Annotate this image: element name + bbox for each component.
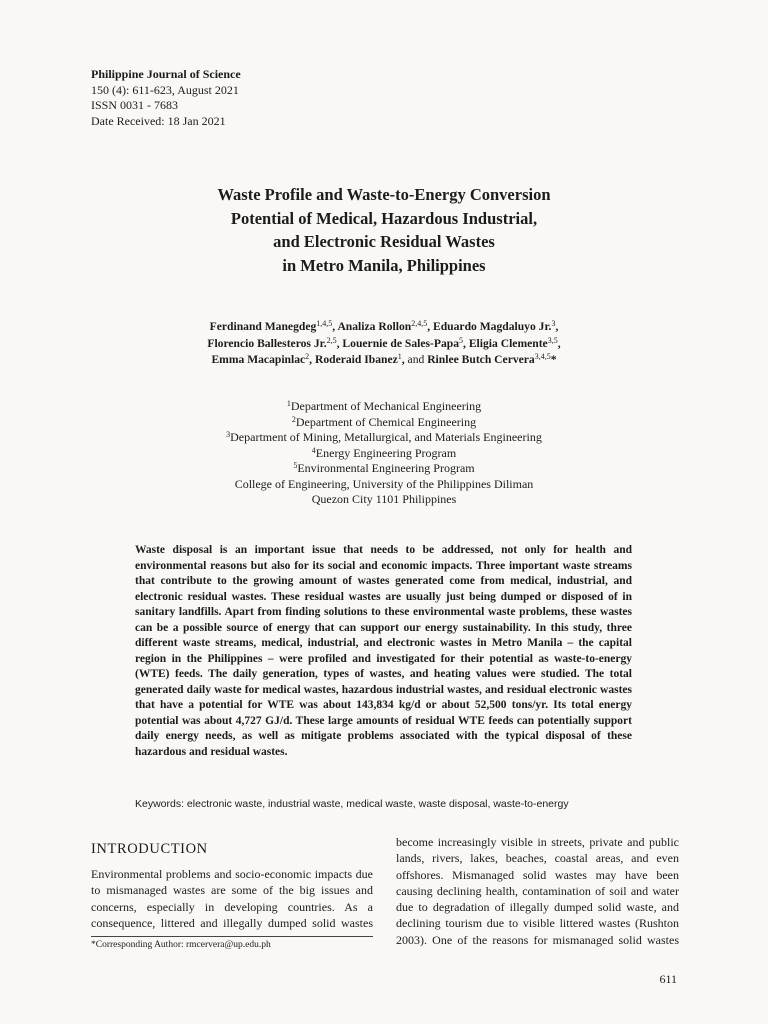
footnote-divider [91, 936, 373, 937]
author-separator: , [336, 336, 343, 350]
affiliation [60, 446, 708, 462]
author-line [60, 336, 708, 353]
affiliation-text: Department of Mining, Metallurgical, and Materials Engineering [230, 430, 542, 444]
author-conjunction: and [407, 353, 428, 366]
title-line: and Electronic Residual Wastes [273, 232, 495, 252]
journal-name: Philippine Journal of Science [91, 67, 241, 81]
abstract: Waste disposal is an important issue that needs to be addressed, not only for health and environmental reasons but also for its social and economic impacts. Three important waste streams that contribute to the growing amount of wastes generated come from medical, industrial, and electronic residual wastes. These residual wastes are usually just being dumped or disposed of in sanitary landfills. Apart from finding solutions to these environmental waste problems, these wastes can be a possible source of energy that can support our energy sustainability. In this study, three different waste streams, medical, industrial, and electronic wastes in Metro Manila – the capital region in the Philippines – were profiled and investigated for their potential as waste-to-energy (WTE) feeds. The daily generation, types of wastes, and heating values were studied. The total generated daily waste for medical wastes, hazardous industrial wastes, and residual electronic wastes that have a potential for WTE was about 143,834 kg/d or about 52,500 tons/yr. Its total energy potential was about 4,727 GJ/d. These large amounts of residual WTE feeds can potentially support daily energy needs, as well as mitigate problems associated with the typical disposal of these hazardous and residual wastes. [135, 544, 632, 758]
author-separator: , [557, 336, 561, 350]
affiliation-text: Energy Engineering Program [315, 445, 457, 460]
date-received: Date Received: 18 Jan 2021 [91, 113, 226, 128]
title-line: Waste Profile and Waste-to-Energy Conversion [217, 185, 551, 204]
affiliation-marker: 5 [293, 461, 298, 470]
affiliation-text: Quezon City 1101 Philippines [311, 492, 457, 506]
affiliation-text: Environmental Engineering Program [297, 461, 475, 475]
author-affiliation-marker: 1 [397, 352, 402, 361]
page-number: 611 [659, 972, 677, 986]
affiliation-text: College of Engineering, University of the Philippines Diliman [234, 476, 534, 491]
affiliation [60, 492, 708, 508]
author-name: Florencio Ballesteros Jr. [207, 336, 327, 350]
keywords: Keywords: electronic waste, industrial waste, medical waste, waste disposal, waste-to-energy [135, 798, 569, 810]
affiliation-marker: 1 [286, 399, 291, 408]
author-name: Ferdinand Manegdeg [209, 320, 317, 333]
section-heading-introduction: INTRODUCTION [91, 841, 208, 857]
author-affiliation-marker: 3,5 [547, 335, 558, 345]
author-line [60, 352, 708, 369]
author-name: Analiza Rollon [337, 320, 412, 333]
journal-header [91, 67, 241, 129]
affiliation-marker: 3 [226, 430, 231, 439]
affiliation-marker: 4 [311, 445, 316, 455]
author-name: Rinlee Butch Cervera [427, 353, 535, 366]
author-affiliation-marker: 2,5 [326, 335, 337, 345]
right-column [396, 834, 679, 948]
introduction-paragraph-left: Environmental problems and socio-economic impacts due to mismanaged wastes are some of the big issues and concerns, especially in developing countries. As a consequence, littered and illegally dumped solid wastes [91, 867, 373, 930]
author-separator: , [332, 320, 338, 333]
author-separator: , [427, 320, 433, 333]
author-separator: , [463, 336, 469, 350]
paper-title [60, 183, 708, 277]
affiliation-text: Department of Mechanical Engineering [290, 399, 482, 413]
author-list [60, 319, 708, 369]
author-name: Eligia Clemente [468, 336, 548, 350]
affiliation [60, 399, 708, 415]
affiliation [60, 430, 708, 446]
author-name: Emma Macapinlac [211, 353, 306, 366]
author-separator: , [309, 353, 315, 366]
title-line: in Metro Manila, Philippines [282, 255, 486, 275]
author-affiliation-marker: 2,4,5 [411, 319, 428, 328]
issn: ISSN 0031 - 7683 [91, 98, 179, 113]
title-line: Potential of Medical, Hazardous Industrial, [230, 208, 538, 228]
author-separator: , [555, 320, 559, 333]
author-affiliation-marker: 5 [459, 335, 464, 345]
affiliation [60, 415, 708, 431]
author-separator: , [401, 353, 408, 366]
left-column [91, 840, 373, 931]
author-affiliation-marker: 1,4,5 [316, 319, 333, 328]
author-affiliation-marker: 2 [305, 352, 310, 361]
author-name: Eduardo Magdaluyo Jr. [433, 320, 552, 333]
author-name: Louernie de Sales-Papa [342, 336, 460, 350]
affiliation [60, 461, 708, 477]
corresponding-author-marker: * [550, 353, 557, 366]
corresponding-author-footnote: *Corresponding Author: rmcervera@up.edu.ph [91, 940, 271, 950]
affiliation [60, 477, 708, 493]
author-line [60, 319, 708, 336]
author-affiliation-marker: 3 [551, 319, 556, 328]
affiliation-list [60, 399, 708, 508]
affiliation-text: Department of Chemical Engineering [295, 414, 477, 429]
introduction-paragraph-right: become increasingly visible in streets, private and public lands, rivers, lakes, beaches, coastal areas, and even offshores. Mismanaged solid wastes may have been causing declining health, contamination of soil and water due to degradation of illegally dumped solid waste, and declining tourism due to visible littered wastes (Rushton 2003). One of the reasons for mismanaged solid wastes [396, 835, 679, 947]
volume-info: 150 (4): 611-623, August 2021 [91, 82, 239, 97]
author-affiliation-marker: 3,4,5 [534, 352, 551, 361]
author-name: Roderaid Ibanez [314, 353, 398, 366]
affiliation-marker: 2 [291, 414, 296, 424]
